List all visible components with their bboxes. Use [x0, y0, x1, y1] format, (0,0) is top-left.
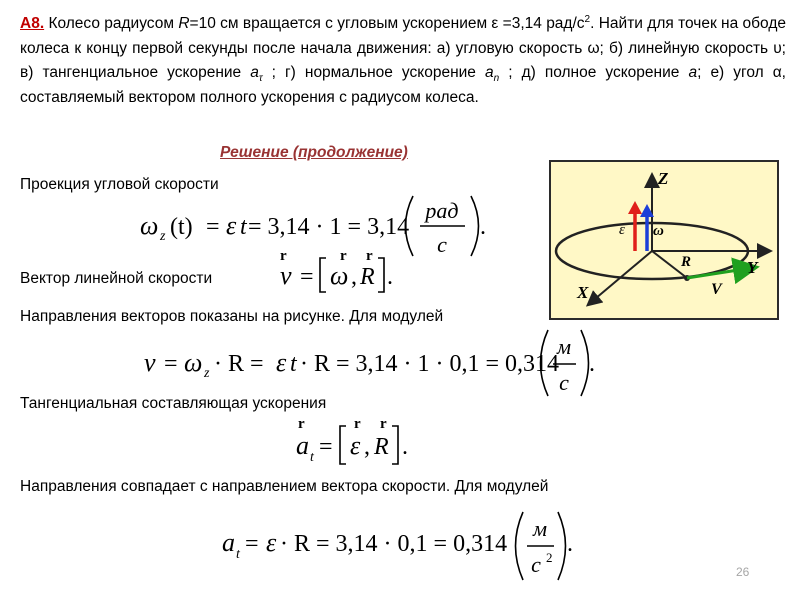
radius-symbol: R: [374, 434, 389, 460]
formula-text: .: [589, 351, 595, 377]
formula-text: (t): [170, 214, 193, 240]
problem-tag: А8.: [20, 15, 45, 32]
radius-symbol: R: [178, 15, 190, 32]
formula-text: .: [567, 531, 573, 557]
subscript: n: [493, 73, 500, 85]
formula-linear-speed: [140, 326, 600, 400]
fraction-denominator: с: [531, 552, 541, 577]
paren-right: [581, 330, 589, 396]
formula-text: = 3,14 · 1 = 3,14: [248, 214, 410, 240]
problem-text: ; г) нормальное ускорение: [262, 64, 485, 81]
problem-text: ; е) угол α, составляемый вектором полного ускорения с радиусом колеса.: [20, 64, 786, 106]
radius-symbol: R: [360, 264, 375, 290]
superscript: 2: [584, 13, 591, 25]
subscript: z: [204, 366, 210, 381]
omega-symbol: ω: [330, 261, 349, 290]
radius-label: R: [681, 254, 692, 270]
solution-heading: Решение (продолжение): [220, 144, 408, 161]
label-angular-projection: Проекция угловой скорости: [20, 176, 219, 193]
formula-text: =: [300, 264, 314, 290]
vector-mark: r: [366, 248, 373, 264]
epsilon-symbol: ε: [226, 211, 237, 240]
formula-text: .: [480, 214, 486, 240]
fraction-numerator: рад: [425, 198, 459, 223]
formula-text: =: [206, 214, 220, 240]
normal-symbol: a: [484, 64, 494, 81]
formula-tangential-acceleration: [218, 508, 588, 584]
velocity-label: V: [711, 281, 722, 298]
velocity-symbol: v: [144, 348, 156, 377]
fraction-denominator: с: [559, 370, 569, 395]
subscript: τ: [258, 73, 263, 85]
acceleration-symbol: a: [222, 528, 235, 557]
fraction-numerator: м: [532, 516, 548, 541]
vector-mark: r: [298, 416, 305, 432]
axis-label-y: Y: [747, 258, 758, 277]
paren-right: [558, 512, 566, 580]
superscript: 2: [546, 550, 553, 565]
problem-text: Колесо радиусом: [44, 15, 179, 32]
formula-text: ,: [351, 264, 357, 290]
problem-text: =10 см вращается с угловым ускорением ε =3,14 рад/с: [189, 15, 585, 32]
formula-text: =: [245, 531, 259, 557]
problem-statement: [20, 12, 786, 110]
epsilon-symbol: ε: [350, 431, 361, 460]
vector-mark: r: [280, 248, 287, 264]
bracket-right: [392, 426, 398, 464]
formula-text: .: [402, 434, 408, 460]
axis-label-x: X: [577, 283, 589, 302]
epsilon-symbol: ε: [266, 528, 277, 557]
bracket-left: [340, 426, 346, 464]
velocity-arrow: [687, 268, 751, 278]
velocity-symbol: v: [280, 261, 292, 290]
subscript: z: [160, 229, 166, 244]
bracket-left: [320, 258, 326, 292]
formula-text: · R = 3,14 · 1 · 0,1 = 0,314: [300, 351, 560, 377]
bracket-right: [378, 258, 384, 292]
fraction-denominator: с: [437, 232, 447, 257]
formula-text: =: [319, 434, 333, 460]
label-linear-vector: Вектор линейной скорости: [20, 270, 213, 287]
omega-symbol: ω: [184, 348, 203, 377]
vector-mark: r: [340, 248, 347, 264]
formula-linear-velocity-vector: [276, 246, 406, 298]
acceleration-symbol: a: [688, 64, 698, 81]
vector-mark: r: [354, 416, 361, 432]
formula-text: t: [240, 214, 247, 240]
axis-label-z: Z: [658, 169, 669, 188]
label-direction-matches: Направления совпадает с направлением вектора скорости. Для модулей: [20, 478, 549, 495]
problem-text: ; д) полное ускорение: [499, 64, 689, 81]
omega-symbol: ω: [140, 211, 159, 240]
label-tangential-component: Тангенциальная составляющая ускорения: [20, 395, 327, 412]
problem-text: . Найти для точек на ободе колеса к концу первой секунды после начала движения: а) угловую скорость ω; б) линейную скорость υ; в) тангенциальное ускорение: [20, 15, 786, 81]
formula-text: · R =: [214, 351, 264, 377]
vector-mark: r: [380, 416, 387, 432]
fraction-numerator: м: [556, 334, 572, 359]
epsilon-label: ε: [619, 222, 625, 238]
formula-text: =: [164, 351, 178, 377]
omega-label: ω: [653, 223, 664, 239]
formula-text: t: [290, 351, 297, 377]
formula-text: ,: [364, 434, 370, 460]
formula-tangential-vector: [292, 414, 422, 470]
formula-text: .: [387, 264, 393, 290]
paren-right: [471, 196, 479, 256]
paren-left: [516, 512, 524, 580]
label-directions-moduli: Направления векторов показаны на рисунке. Для модулей: [20, 308, 444, 325]
rotation-diagram-svg: [551, 162, 777, 318]
subscript: t: [236, 547, 240, 562]
tangential-symbol: a: [250, 64, 259, 81]
acceleration-symbol: a: [296, 431, 309, 460]
rotation-diagram: [549, 160, 779, 320]
epsilon-symbol: ε: [276, 348, 287, 377]
subscript: t: [310, 450, 314, 465]
page-number: 26: [736, 565, 750, 579]
formula-text: · R = 3,14 · 0,1 = 0,314: [280, 531, 508, 557]
